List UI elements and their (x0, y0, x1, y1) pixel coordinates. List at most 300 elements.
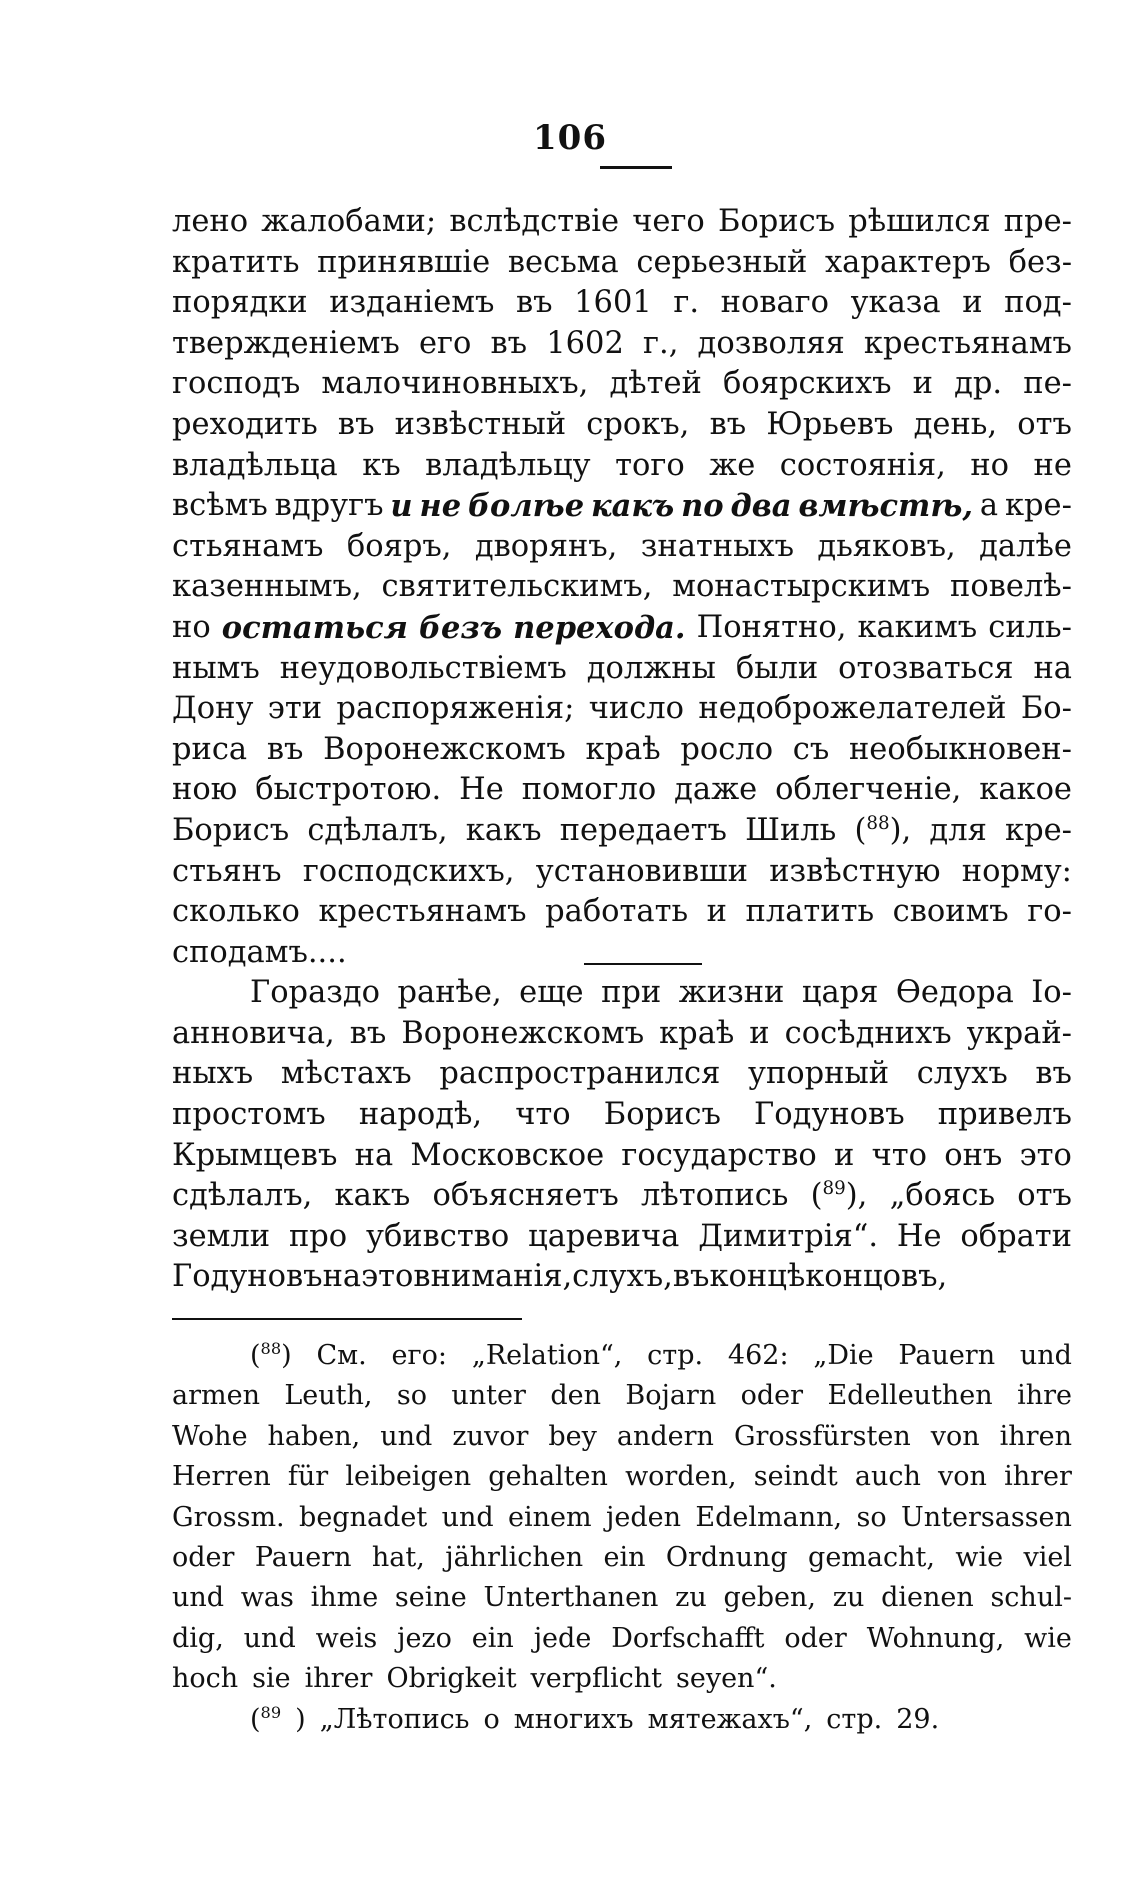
body-word: съ (792, 731, 830, 767)
body-word: того (615, 447, 685, 483)
footnote-word: Wohe (172, 1420, 248, 1452)
footnote-word: dig, (172, 1622, 224, 1654)
body-word: установивши (535, 853, 748, 889)
body-word: на (354, 1137, 394, 1173)
body-word: сколько (172, 894, 300, 930)
body-word: еще (519, 975, 584, 1011)
body-word: быстротою. (255, 772, 442, 808)
body-word: жизни (678, 975, 785, 1011)
body-word: Годуновъ (172, 1259, 323, 1295)
footnote-word: Wohnung, (866, 1622, 1005, 1654)
body-word: обрати (960, 1218, 1072, 1254)
footnote-word: und (172, 1582, 225, 1614)
body-line (172, 1176, 1072, 1217)
body-word: привелъ (937, 1097, 1072, 1133)
footnote-word: und (1019, 1340, 1072, 1371)
body-word: убивство (366, 1218, 510, 1254)
body-word: 1601 (574, 285, 652, 321)
body-word: пе- (1023, 366, 1072, 402)
body-line (172, 892, 1072, 933)
body-word: дьяковъ, (817, 528, 956, 564)
body-word: простомъ (172, 1097, 326, 1133)
body-word: нымъ (172, 650, 260, 686)
body-word: въ (490, 325, 528, 361)
footnote-word: jezo (397, 1622, 452, 1654)
footnote-word: wie (955, 1541, 1004, 1573)
body-line (172, 527, 1072, 568)
body-word: передаетъ (559, 812, 727, 848)
footnote-word: einem (508, 1501, 592, 1533)
body-word: въ (1035, 1056, 1072, 1092)
body-word: повелѣ- (950, 569, 1072, 605)
body-word: въ (266, 731, 304, 767)
body-word: пре- (1003, 204, 1072, 239)
body-word: кре- (1004, 488, 1072, 524)
body-word: извѣстную (769, 853, 941, 889)
body-word: недоброжелателей (698, 691, 1007, 727)
footnote-word: Unterthanen (483, 1582, 659, 1614)
footnote-word: dienen (881, 1582, 974, 1614)
body-line (172, 852, 1072, 893)
body-word: эти (267, 691, 323, 727)
body-word: сподамъ.... (172, 934, 347, 970)
body-word: принявшіе (317, 244, 491, 280)
footnote-word: für (287, 1461, 329, 1493)
body-word: Борисъ (172, 812, 290, 848)
body-word: своимъ (892, 894, 1009, 930)
body-word: объясняетъ (432, 1178, 619, 1214)
body-word: Дону (172, 691, 254, 727)
footnote-word: Pauern (898, 1340, 996, 1371)
body-word: крестьянамъ (318, 894, 527, 930)
footnote-word: jede (533, 1622, 592, 1654)
footnote-line (172, 1578, 1072, 1618)
footnote-word: von (930, 1420, 980, 1452)
footnote-line (172, 1619, 1072, 1659)
body-word: про (288, 1218, 348, 1254)
body-word: народѣ, (358, 1097, 483, 1133)
body-word: вниманія, (413, 1259, 573, 1295)
footnote-word: многихъ (513, 1703, 634, 1735)
footnote-word: о (483, 1703, 500, 1735)
body-word: а (979, 488, 999, 524)
footnote-word: bey (548, 1420, 597, 1452)
body-word: концѣ (709, 1259, 806, 1295)
footnote-word: Grossm. (172, 1501, 285, 1533)
footnote-line (172, 1700, 1072, 1740)
body-word: должны (586, 650, 716, 686)
footnote-word: 29. (896, 1703, 940, 1735)
body-word: жалобами; (261, 204, 437, 239)
body-word: царя (801, 975, 879, 1011)
body-word: срокъ, (586, 406, 690, 442)
footnote-word: Pauern (254, 1541, 352, 1573)
body-word: для (929, 812, 987, 848)
footnote-word: стр. (826, 1703, 883, 1735)
body-word: Воронежскомъ (323, 731, 566, 767)
body-line (172, 1217, 1072, 1258)
footnote-word: worden, (625, 1461, 737, 1493)
footnote-line (172, 1336, 1072, 1376)
page-number-underline (600, 166, 672, 169)
body-word: въ (516, 285, 553, 321)
body-word: господскихъ, (302, 853, 515, 889)
footnote-word: ($^{88}$) (250, 1339, 292, 1371)
body-word: Воронежскомъ (401, 1015, 645, 1051)
body-word: Крымцевъ (172, 1137, 338, 1173)
footnote-word: den (550, 1380, 601, 1412)
body-word: 1602 (546, 325, 624, 361)
body-line (172, 770, 1072, 811)
body-word: норму: (961, 853, 1072, 889)
footnote-word: Grossfürsten (733, 1420, 911, 1452)
body-word: какое (979, 772, 1072, 808)
footnote-word: ein (603, 1541, 646, 1573)
body-word: вслѣдствіе (449, 204, 620, 239)
body-word: твержденіемъ (172, 325, 400, 361)
footnote-word: ihre (1017, 1380, 1072, 1412)
footnote-word: hat, (371, 1541, 425, 1573)
body-word: г., (643, 325, 679, 361)
footnote-word: unter (451, 1380, 526, 1412)
footnote-word: его: (391, 1340, 448, 1371)
footnote-word: seindt (753, 1461, 838, 1493)
footnote-word: ihrer (304, 1663, 373, 1695)
footnote-word: ($^{89}$ ) (250, 1702, 306, 1735)
body-word: и (834, 1137, 855, 1173)
body-line (172, 1095, 1072, 1136)
footnote-word: gemacht, (808, 1541, 935, 1573)
body-line (172, 364, 1072, 405)
body-word: число (588, 691, 685, 727)
body-word: боярскихъ (722, 366, 892, 402)
body-word: на (322, 1259, 362, 1295)
footnote-word: „Die (813, 1340, 874, 1371)
body-word: какъ (465, 812, 542, 848)
body-word: помогло (521, 772, 657, 808)
body-word: были (735, 650, 819, 686)
body-word: Ѳедора (895, 975, 1014, 1011)
body-word: отъ (1017, 1178, 1072, 1214)
footnote-line (172, 1659, 1072, 1699)
footnote-line (172, 1538, 1072, 1578)
body-word: болѣе (467, 488, 585, 525)
body-word: г. (673, 285, 700, 321)
body-word: указа (850, 285, 941, 321)
body-line (172, 486, 1072, 527)
body-word: къ (362, 447, 401, 483)
footnote-word: armen (172, 1380, 260, 1412)
body-word: что (515, 1097, 571, 1133)
body-word: что (871, 1137, 927, 1173)
footnote-word: Bojarn (625, 1380, 717, 1412)
body-word: и (749, 1015, 770, 1051)
body-word: краѣ (585, 731, 661, 767)
footnote-word: hoch (172, 1663, 239, 1695)
body-line (172, 1054, 1072, 1095)
body-word: въ (337, 406, 375, 442)
body-word: отозваться (838, 650, 1014, 686)
body-word: малочиновныхъ, (321, 366, 589, 402)
body-word: стьянъ (172, 853, 282, 889)
body-word: и (912, 366, 934, 402)
footnote-word: zu (675, 1582, 707, 1614)
footnote-word: leibeigen (345, 1461, 472, 1493)
body-line (172, 324, 1072, 365)
footnote-line (172, 1376, 1072, 1416)
body-word: слухъ (916, 1056, 1008, 1092)
footnote-word: Herren (172, 1461, 271, 1493)
footnote-word: seyen“. (675, 1663, 777, 1695)
body-word: даже (674, 772, 758, 808)
body-line (172, 1014, 1072, 1055)
main-text (172, 202, 1072, 1298)
body-word: сдѣлалъ, (307, 812, 448, 848)
body-word: ныхъ (172, 1056, 254, 1092)
footnote-word: viel (1023, 1541, 1072, 1573)
footnote-word: „Relation“, (471, 1340, 623, 1371)
body-word: без- (1008, 244, 1072, 280)
body-word: его (418, 325, 472, 361)
body-word: Бо- (1020, 691, 1072, 727)
body-line (172, 689, 1072, 730)
body-word: это (361, 1259, 414, 1295)
body-word: не (419, 488, 462, 525)
body-line (172, 405, 1072, 446)
footnote-line (172, 1498, 1072, 1538)
body-word: но (172, 609, 211, 645)
body-line (172, 933, 1072, 974)
body-word: ною (172, 772, 238, 808)
body-line (172, 243, 1072, 284)
body-word: Юрьевъ (766, 406, 894, 442)
footnote-word: von (938, 1461, 987, 1493)
footnote-word: Leuth, (284, 1380, 373, 1412)
body-word: дворянъ, (474, 528, 618, 564)
body-word: (88), (854, 812, 912, 848)
body-word: на (1033, 650, 1072, 686)
body-line (172, 608, 1072, 649)
body-word: знатныхъ (640, 528, 795, 564)
body-word: государство (621, 1137, 817, 1173)
footnote-word: auch (854, 1461, 921, 1493)
footnote-word: стр. (647, 1340, 704, 1371)
body-word: платить (745, 894, 875, 930)
body-word: какъ (591, 488, 675, 525)
body-word: упорный (748, 1056, 890, 1092)
footnotes (172, 1336, 1072, 1740)
body-word: мѣстахъ (280, 1056, 412, 1092)
footnote-word: Untersassen (901, 1501, 1072, 1533)
footnote-word: zuvor (452, 1420, 529, 1452)
body-line (172, 811, 1072, 852)
body-word: бояръ, (346, 528, 452, 564)
body-word: украй- (966, 1015, 1072, 1051)
body-word: въ (672, 1259, 710, 1295)
footnote-word: 462: (727, 1340, 789, 1371)
body-word: въ (349, 1015, 387, 1051)
body-word: но (970, 447, 1010, 483)
body-word: краѣ (659, 1015, 735, 1051)
body-word: (89), (810, 1178, 868, 1214)
body-word: Борисъ (603, 1097, 721, 1133)
footnote-word: und (441, 1501, 494, 1533)
body-word: всѣмъ (172, 488, 268, 524)
footnote-word: gehalten (488, 1461, 608, 1493)
footnote-word: so (856, 1501, 887, 1533)
body-word: реходить (172, 406, 318, 442)
body-word: святительскимъ, (381, 569, 653, 605)
body-word: кре- (1005, 812, 1072, 848)
body-word: новаго (720, 285, 830, 321)
body-word: отъ (1017, 406, 1072, 442)
footnote-word: wie (1024, 1622, 1072, 1654)
body-word: слухъ, (572, 1259, 673, 1295)
footnote-word: ihme (310, 1582, 379, 1614)
footnote-word: jährlichen (445, 1541, 584, 1573)
body-word: ранѣе, (397, 975, 502, 1011)
footnote-word: Ordnung (665, 1541, 788, 1573)
footnote-word: zu (832, 1582, 865, 1614)
body-word: земли (172, 1218, 271, 1254)
footnote-word: Dorfschafft (611, 1622, 765, 1654)
body-word: какимъ (857, 609, 978, 645)
footnote-word: Edelmann, (695, 1501, 843, 1533)
footnote-word: schul- (990, 1582, 1072, 1614)
footnote-word: andern (616, 1420, 714, 1452)
body-word: извѣстный (394, 406, 567, 442)
body-word: лено (172, 204, 249, 239)
body-word: силь- (988, 609, 1072, 645)
body-word: владѣльцу (425, 447, 591, 483)
footnote-word: мятежахъ“, (647, 1703, 813, 1735)
body-word: Не (459, 772, 504, 808)
body-word: концовъ, (805, 1259, 948, 1295)
footnote-word: und (243, 1622, 296, 1654)
body-word: „боясь (889, 1178, 996, 1214)
body-word: росло (680, 731, 774, 767)
body-word: риса (172, 731, 248, 767)
body-word: крестьянамъ (863, 325, 1072, 361)
body-word: Димитрія“. (698, 1218, 879, 1254)
footnote-line (172, 1417, 1072, 1457)
body-word: владѣльца (172, 447, 338, 483)
footnote-word: verpflicht (530, 1663, 662, 1695)
body-word: порядки (172, 285, 308, 321)
body-line (172, 1136, 1072, 1177)
page-number: 106 (533, 118, 607, 158)
body-word: го- (1027, 894, 1072, 930)
footnote-word: so (396, 1380, 428, 1412)
body-line (172, 1257, 1072, 1298)
footnote-word: geben, (723, 1582, 817, 1614)
body-word: под- (1004, 285, 1072, 321)
body-word: облегченіе, (775, 772, 962, 808)
body-word: Борисъ (717, 204, 836, 239)
body-word: вдругъ (274, 488, 384, 524)
footnote-word: seine (394, 1582, 467, 1614)
body-line (172, 649, 1072, 690)
body-word: необыкновен- (848, 731, 1072, 767)
footnote-word: См. (316, 1340, 367, 1371)
body-word: Годуновъ (754, 1097, 905, 1133)
footnote-line (172, 1457, 1072, 1497)
body-word: работать (545, 894, 689, 930)
footnote-word: ein (471, 1622, 514, 1654)
body-word: Іо- (1031, 975, 1072, 1011)
body-line (172, 446, 1072, 487)
body-word: по (681, 488, 724, 525)
body-word: онъ (944, 1137, 1003, 1173)
body-word: кратить (172, 244, 300, 280)
body-word: рѣшился (848, 204, 991, 239)
body-word: анновича, (172, 1015, 335, 1051)
body-word: весьма (507, 244, 619, 280)
body-word: серьезный (636, 244, 808, 280)
body-line (172, 567, 1072, 608)
footnote-word: oder (784, 1622, 847, 1654)
footnote-word: begnadet (299, 1501, 428, 1533)
body-word: Шиль (745, 812, 837, 848)
footnote-word: „Лѣтопись (319, 1703, 470, 1735)
body-line (172, 973, 1072, 1014)
body-word: лѣтопись (641, 1178, 789, 1214)
body-word: Гораздо (250, 975, 381, 1011)
body-word: изданіемъ (329, 285, 495, 321)
body-word: это (1019, 1137, 1072, 1173)
footnote-word: ihrer (1004, 1461, 1072, 1493)
footnote-word: Obrigkeit (386, 1663, 517, 1695)
body-word: чего (632, 204, 705, 239)
body-word: въ (709, 406, 747, 442)
body-word: характеръ (824, 244, 991, 280)
body-word: Московское (410, 1137, 605, 1173)
body-word: перехода. (513, 609, 686, 646)
footnote-divider (172, 1318, 522, 1320)
body-word: какъ (334, 1178, 411, 1214)
body-word: же (709, 447, 756, 483)
body-word: не (1033, 447, 1072, 483)
body-word: распоряженія; (336, 691, 575, 727)
body-word: стьянамъ (172, 528, 324, 564)
footnote-word: oder (172, 1541, 235, 1573)
body-word: Понятно, (696, 609, 847, 645)
body-word: далѣе (979, 528, 1072, 564)
body-word: казеннымъ, (172, 569, 362, 605)
body-word: дѣтей (609, 366, 702, 402)
body-line (172, 730, 1072, 771)
body-word: распространился (439, 1056, 721, 1092)
footnote-word: ihren (999, 1420, 1072, 1452)
body-word: состоянія, (779, 447, 946, 483)
section-divider (584, 963, 702, 965)
body-word: и (390, 488, 413, 525)
body-word: при (601, 975, 662, 1011)
body-word: остаться (221, 609, 408, 646)
body-word: господъ (172, 366, 301, 402)
body-line (172, 283, 1072, 324)
body-word: сосѣднихъ (784, 1015, 952, 1051)
footnote-word: was (240, 1582, 294, 1614)
footnote-word: oder (740, 1380, 804, 1412)
body-word: дозволяя (697, 325, 845, 361)
footnote-word: sie (252, 1663, 291, 1695)
body-word: вмѣстѣ, (798, 488, 973, 525)
body-word: др. (954, 366, 1003, 402)
footnote-word: jeden (606, 1501, 682, 1533)
body-word: безъ (418, 609, 503, 646)
body-word: Не (896, 1218, 942, 1254)
